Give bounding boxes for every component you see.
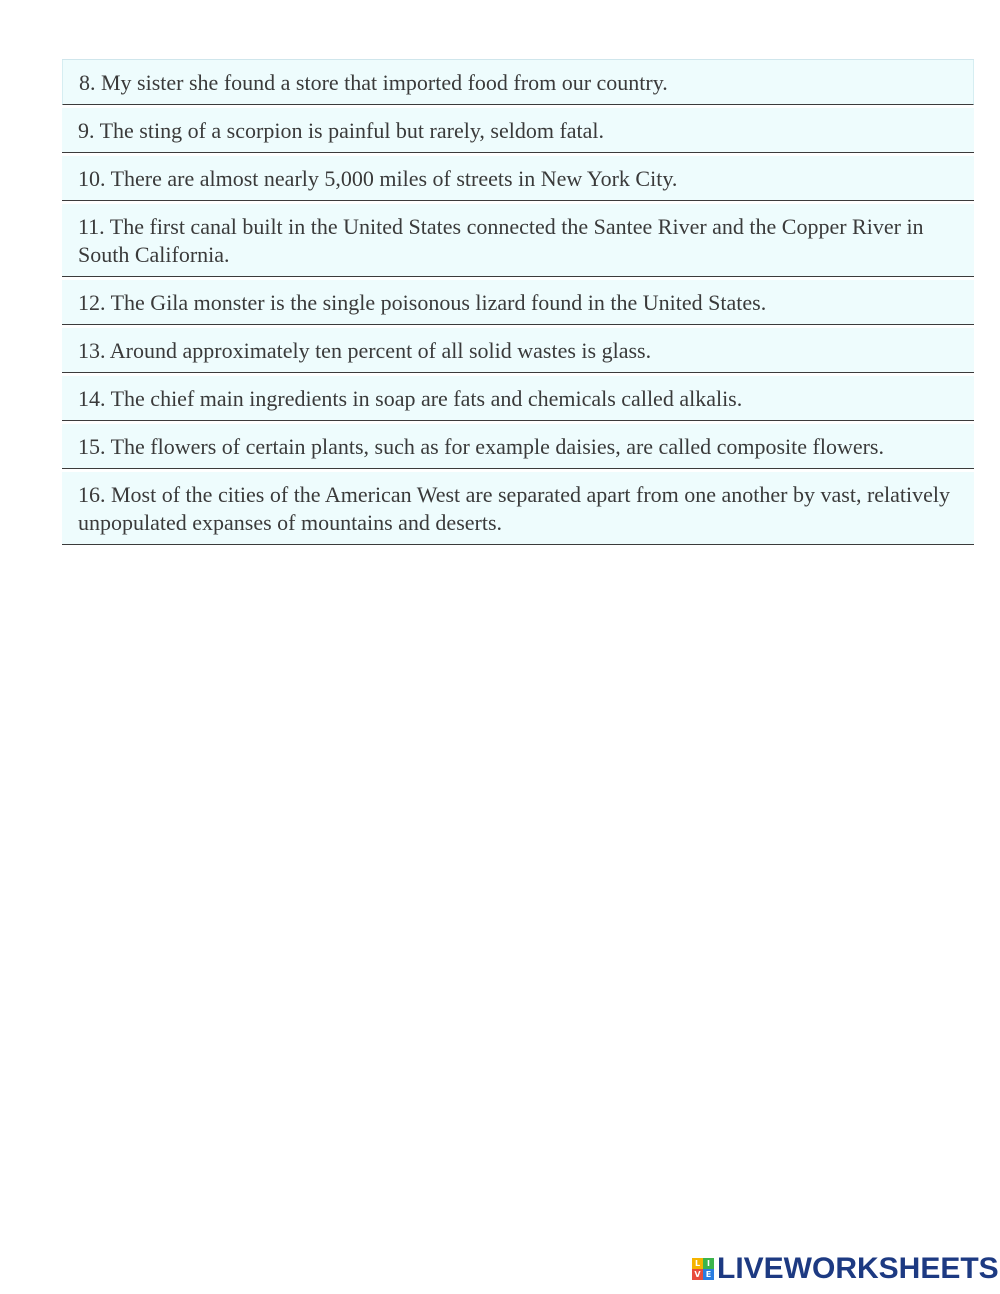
brand-name: LIVEWORKSHEETS <box>717 1252 999 1285</box>
sentence-row-14[interactable]: 14. The chief main ingredients in soap are fats and chemicals called alkalis. <box>62 376 974 421</box>
sentence-row-13[interactable]: 13. Around approximately ten percent of all solid wastes is glass. <box>62 328 974 373</box>
sentence-list <box>62 59 974 548</box>
sentence-row-9[interactable]: 9. The sting of a scorpion is painful but rarely, seldom fatal. <box>62 108 974 153</box>
sentence-row-11[interactable]: 11. The first canal built in the United States connected the Santee River and the Copper River in South California. <box>62 204 974 277</box>
sentence-row-16[interactable]: 16. Most of the cities of the American West are separated apart from one another by vast, relatively unpopulated expanses of mountains and deserts. <box>62 472 974 545</box>
sentence-row-10[interactable]: 10. There are almost nearly 5,000 miles of streets in New York City. <box>62 156 974 201</box>
sentence-row-12[interactable]: 12. The Gila monster is the single poisonous lizard found in the United States. <box>62 280 974 325</box>
liveworksheets-brand <box>692 1254 999 1284</box>
logo-tile-l: L <box>692 1258 703 1269</box>
logo-tile-i: I <box>703 1258 714 1269</box>
sentence-row-15[interactable]: 15. The flowers of certain plants, such as for example daisies, are called composite flowers. <box>62 424 974 469</box>
logo-tile-v: V <box>692 1269 703 1280</box>
sentence-row-8[interactable]: 8. My sister she found a store that imported food from our country. <box>62 60 974 105</box>
liveworksheets-logo-icon <box>692 1258 714 1280</box>
logo-tile-e: E <box>703 1269 714 1280</box>
